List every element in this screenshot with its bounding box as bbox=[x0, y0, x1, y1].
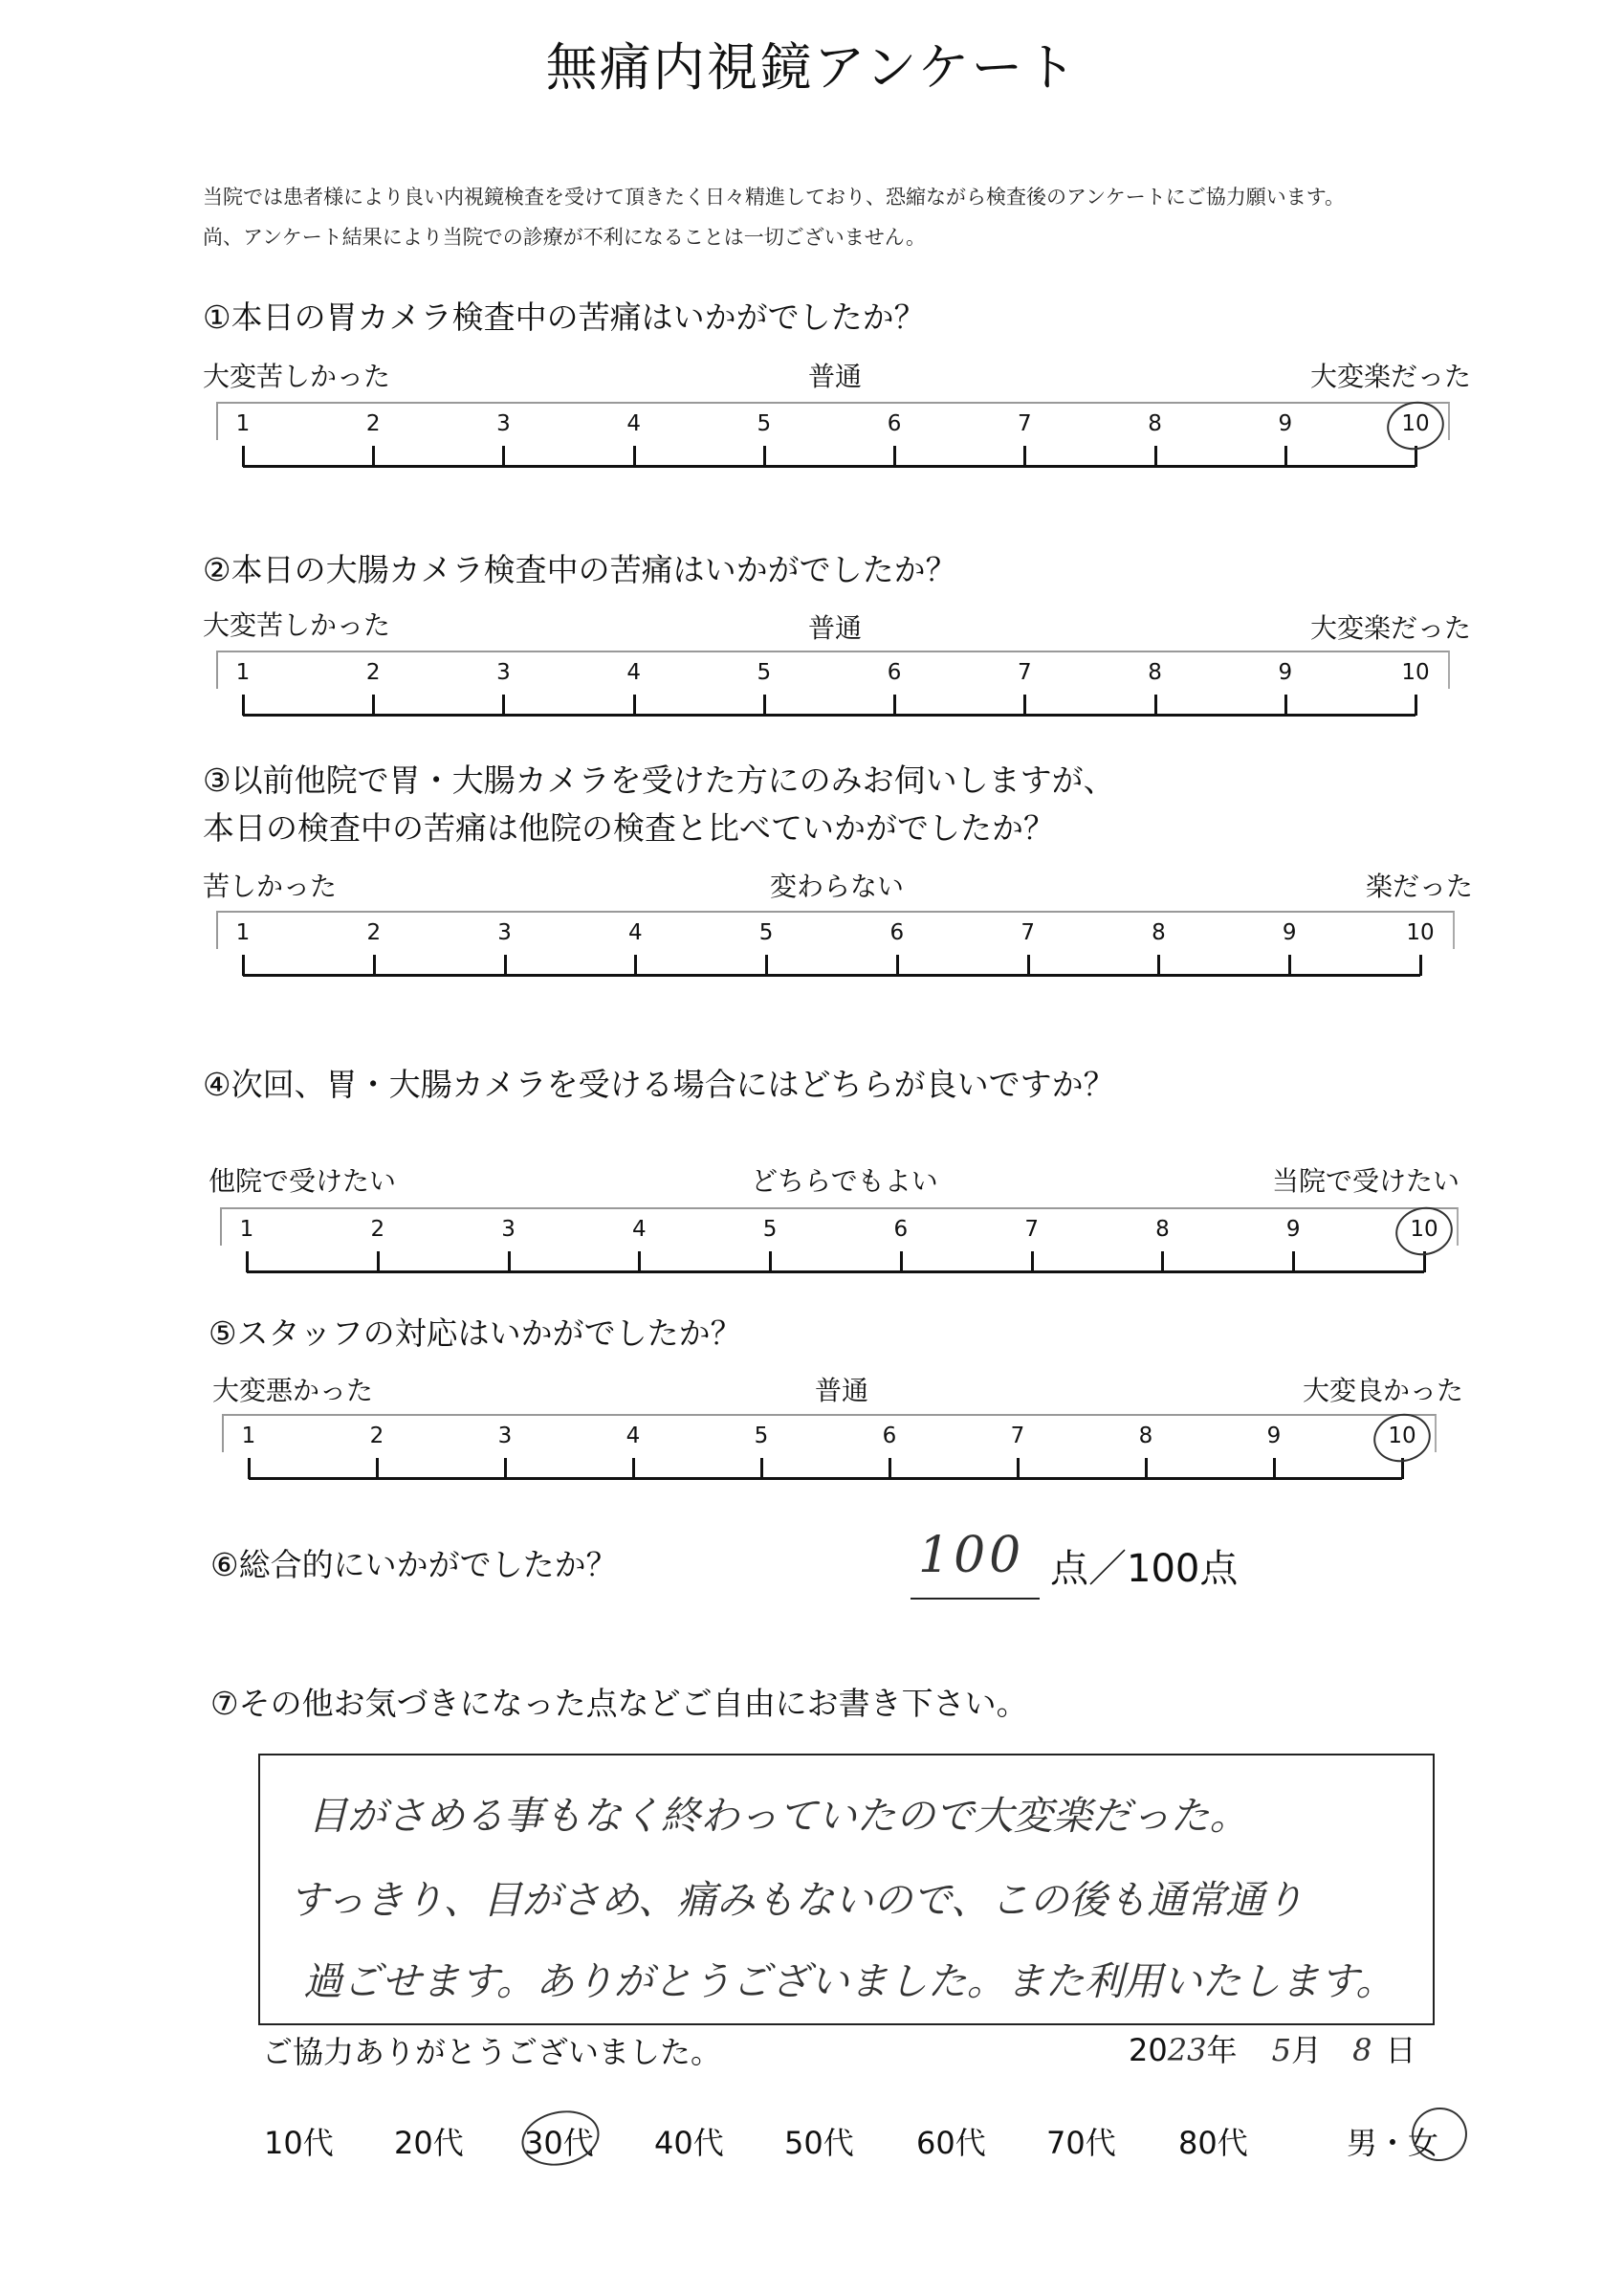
scale-frame bbox=[222, 1414, 1437, 1452]
scale-tick bbox=[765, 955, 768, 976]
scale-option-1[interactable]: 1 bbox=[239, 1217, 254, 1242]
scale-tick bbox=[1157, 955, 1160, 976]
q5-left-anchor: 大変悪かった bbox=[212, 1375, 374, 1406]
q6-suffix: 点／100点 bbox=[1050, 1547, 1239, 1591]
q6-answer: 100 bbox=[918, 1527, 1025, 1584]
scale-option-9[interactable]: 9 bbox=[1278, 660, 1293, 685]
scale-option-1[interactable]: 1 bbox=[235, 411, 251, 436]
scale-frame bbox=[216, 911, 1455, 949]
scale-tick bbox=[242, 695, 245, 716]
scale-tick bbox=[1161, 1251, 1164, 1272]
q5-title: ⑤スタッフの対応はいかがでしたか？ bbox=[208, 1314, 742, 1352]
q5-center-anchor: 普通 bbox=[815, 1375, 869, 1406]
scale-option-2[interactable]: 2 bbox=[366, 920, 382, 945]
age-option-10s[interactable]: 10代 bbox=[264, 2125, 334, 2161]
scale-tick bbox=[1273, 1458, 1276, 1479]
scale-tick bbox=[893, 695, 896, 716]
date-year-prefix: 20 bbox=[1129, 2032, 1168, 2068]
scale-tick bbox=[633, 446, 636, 467]
q4-left-anchor: 他院で受けたい bbox=[208, 1165, 397, 1197]
scale-option-4[interactable]: 4 bbox=[628, 920, 643, 945]
scale-option-2[interactable]: 2 bbox=[369, 1424, 384, 1448]
scale-tick bbox=[508, 1251, 511, 1272]
scale-tick bbox=[372, 446, 375, 467]
scale-option-3[interactable]: 3 bbox=[496, 411, 511, 436]
comment-line-2: すっきり、目がさめ、痛みもないので、この後も通常通り bbox=[289, 1877, 1305, 1923]
q4-center-anchor: どちらでもよい bbox=[751, 1165, 938, 1197]
scale-tick bbox=[638, 1251, 641, 1272]
age-option-80s[interactable]: 80代 bbox=[1178, 2125, 1248, 2161]
scale-option-7[interactable]: 7 bbox=[1018, 660, 1032, 685]
scale-tick bbox=[1284, 695, 1287, 716]
scale-option-1[interactable]: 1 bbox=[241, 1424, 256, 1448]
age-option-30s[interactable]: 30代 bbox=[524, 2125, 594, 2161]
q1-left-anchor: 大変苦しかった bbox=[203, 361, 391, 392]
date-day-label: 日 bbox=[1385, 2032, 1416, 2068]
scale-tick bbox=[763, 695, 766, 716]
scale-option-9[interactable]: 9 bbox=[1266, 1424, 1282, 1448]
scale-option-5[interactable]: 5 bbox=[757, 660, 772, 685]
scale-option-4[interactable]: 4 bbox=[632, 1217, 647, 1242]
date-day: 8 bbox=[1352, 2032, 1372, 2068]
scale-tick bbox=[896, 955, 899, 976]
q3-left-anchor: 苦しかった bbox=[203, 871, 338, 902]
gender-female[interactable]: 女 bbox=[1408, 2125, 1439, 2161]
q5-right-anchor: 大変良かった bbox=[1303, 1375, 1464, 1406]
date-year-hand: 23 bbox=[1167, 2032, 1207, 2068]
scale-tick bbox=[376, 1458, 379, 1479]
scale-option-6[interactable]: 6 bbox=[889, 920, 905, 945]
scale-option-2[interactable]: 2 bbox=[370, 1217, 385, 1242]
scale-tick bbox=[1154, 695, 1157, 716]
q2-right-anchor: 大変楽だった bbox=[1310, 612, 1472, 644]
q1-right-anchor: 大変楽だった bbox=[1310, 361, 1472, 392]
scale-option-8[interactable]: 8 bbox=[1148, 660, 1162, 685]
scale-tick bbox=[248, 1458, 251, 1479]
scale-option-5[interactable]: 5 bbox=[758, 920, 774, 945]
date bbox=[1129, 2026, 1416, 2070]
comment-line-1: 目がさめる事もなく終わっていたので大変楽だった。 bbox=[308, 1793, 1249, 1839]
scale-tick bbox=[760, 1458, 763, 1479]
q2-title: ②本日の大腸カメラ検査中の苦痛はいかがでしたか？ bbox=[203, 551, 957, 588]
scale-option-8[interactable]: 8 bbox=[1155, 1217, 1170, 1242]
scale-tick bbox=[632, 1458, 635, 1479]
scale-option-6[interactable]: 6 bbox=[893, 1217, 909, 1242]
gender-male[interactable]: 男 bbox=[1347, 2125, 1378, 2161]
scale-tick bbox=[634, 955, 637, 976]
scale-tick bbox=[372, 695, 375, 716]
q4-right-anchor: 当院で受けたい bbox=[1272, 1165, 1460, 1197]
scale-option-3[interactable]: 3 bbox=[501, 1217, 516, 1242]
q4-title: ④次回、胃・大腸カメラを受ける場合にはどちらが良いですか？ bbox=[203, 1066, 1115, 1103]
scale-tick bbox=[377, 1251, 380, 1272]
scale-tick bbox=[900, 1251, 903, 1272]
age-option-60s[interactable]: 60代 bbox=[916, 2125, 986, 2161]
scale-option-3[interactable]: 3 bbox=[497, 920, 512, 945]
scale-tick bbox=[1292, 1251, 1295, 1272]
scale-tick bbox=[242, 955, 245, 976]
scale-option-7[interactable]: 7 bbox=[1018, 411, 1032, 436]
scale-tick bbox=[893, 446, 896, 467]
scale-tick bbox=[1288, 955, 1291, 976]
scale-option-1[interactable]: 1 bbox=[235, 920, 251, 945]
scale-tick bbox=[1031, 1251, 1034, 1272]
scale-option-4[interactable]: 4 bbox=[626, 660, 641, 685]
date-month: 5 bbox=[1271, 2032, 1291, 2068]
q3-center-anchor: 変わらない bbox=[770, 871, 905, 902]
scale-tick bbox=[1023, 695, 1026, 716]
q1-center-anchor: 普通 bbox=[808, 361, 863, 392]
scale-tick bbox=[763, 446, 766, 467]
scale-option-6[interactable]: 6 bbox=[887, 411, 902, 436]
scale-option-6[interactable]: 6 bbox=[887, 660, 902, 685]
scale-tick bbox=[1154, 446, 1157, 467]
comment-box bbox=[258, 1754, 1435, 2025]
q3-title: ③以前他院で胃・大腸カメラを受けた方にのみお伺いしますが、 bbox=[203, 762, 1115, 799]
scale-option-5[interactable]: 5 bbox=[762, 1217, 778, 1242]
scale-tick bbox=[1027, 955, 1030, 976]
scale-option-9[interactable]: 9 bbox=[1285, 1217, 1301, 1242]
q7-title: ⑦その他お気づきになった点などご自由にお書き下さい。 bbox=[210, 1685, 1028, 1722]
scale-tick bbox=[1415, 695, 1417, 716]
intro-line-2: 尚、アンケート結果により当院での診療が不利になることは一切ございません。 bbox=[203, 226, 926, 249]
q2-left-anchor: 大変苦しかった bbox=[203, 609, 391, 641]
scale-option-10[interactable]: 10 bbox=[1388, 1424, 1416, 1448]
scale-option-2[interactable]: 2 bbox=[365, 411, 381, 436]
scale-option-5[interactable]: 5 bbox=[757, 411, 772, 436]
scale-baseline bbox=[247, 1270, 1424, 1273]
scale-option-10[interactable]: 10 bbox=[1410, 1217, 1438, 1242]
scale-frame bbox=[216, 651, 1450, 689]
scale-tick bbox=[1284, 446, 1287, 467]
scale-tick bbox=[633, 695, 636, 716]
scale-tick bbox=[502, 446, 505, 467]
scale-option-3[interactable]: 3 bbox=[496, 660, 511, 685]
gender-dot: ・ bbox=[1377, 2125, 1409, 2161]
scale-tick bbox=[246, 1251, 249, 1272]
scale-option-5[interactable]: 5 bbox=[754, 1424, 769, 1448]
scale-option-3[interactable]: 3 bbox=[497, 1424, 513, 1448]
scale-tick bbox=[502, 695, 505, 716]
scale-option-10[interactable]: 10 bbox=[1401, 660, 1430, 685]
scale-frame bbox=[220, 1207, 1459, 1246]
scale-baseline bbox=[243, 465, 1416, 468]
scale-option-1[interactable]: 1 bbox=[235, 660, 251, 685]
scale-option-10[interactable]: 10 bbox=[1406, 920, 1435, 945]
scale-tick bbox=[504, 1458, 507, 1479]
scale-option-6[interactable]: 6 bbox=[882, 1424, 897, 1448]
scale-baseline bbox=[243, 714, 1416, 717]
age-option-50s[interactable]: 50代 bbox=[784, 2125, 854, 2161]
scale-tick bbox=[1419, 955, 1422, 976]
scale-tick bbox=[769, 1251, 772, 1272]
scale-option-10[interactable]: 10 bbox=[1401, 411, 1430, 436]
age-option-40s[interactable]: 40代 bbox=[654, 2125, 724, 2161]
scale-tick bbox=[1145, 1458, 1148, 1479]
scale-option-8[interactable]: 8 bbox=[1148, 411, 1162, 436]
q6-title: ⑥総合的にいかがでしたか？ bbox=[210, 1546, 618, 1583]
scale-tick bbox=[889, 1458, 891, 1479]
scale-frame bbox=[216, 402, 1450, 440]
scale-option-9[interactable]: 9 bbox=[1282, 920, 1297, 945]
scale-tick bbox=[242, 446, 245, 467]
scale-option-7[interactable]: 7 bbox=[1020, 920, 1035, 945]
scale-tick bbox=[1023, 446, 1026, 467]
scale-option-2[interactable]: 2 bbox=[365, 660, 381, 685]
scale-option-7[interactable]: 7 bbox=[1024, 1217, 1039, 1242]
scale-tick bbox=[1017, 1458, 1020, 1479]
intro-line-1: 当院では患者様により良い内視鏡検査を受けて頂きたく日々精進しており、恐縮ながら検査後のアンケートにご協力願います。 bbox=[203, 186, 1346, 209]
thanks-text: ご協力ありがとうございました。 bbox=[262, 2034, 722, 2070]
q3-right-anchor: 楽だった bbox=[1366, 871, 1474, 902]
age-option-70s[interactable]: 70代 bbox=[1046, 2125, 1116, 2161]
survey-title: 無痛内視鏡アンケート bbox=[545, 37, 1079, 98]
scale-tick bbox=[504, 955, 507, 976]
scale-option-7[interactable]: 7 bbox=[1010, 1424, 1025, 1448]
scale-option-4[interactable]: 4 bbox=[626, 411, 641, 436]
comment-line-3: 過ごせます。ありがとうございました。また利用いたします。 bbox=[303, 1958, 1395, 2004]
scale-baseline bbox=[249, 1477, 1402, 1480]
q2-center-anchor: 普通 bbox=[808, 612, 863, 644]
scale-tick bbox=[373, 955, 376, 976]
q1-title: ①本日の胃カメラ検査中の苦痛はいかがでしたか？ bbox=[203, 298, 926, 336]
scale-option-9[interactable]: 9 bbox=[1278, 411, 1293, 436]
q3-title-2: 本日の検査中の苦痛は他院の検査と比べていかがでしたか？ bbox=[203, 809, 1055, 847]
scale-option-8[interactable]: 8 bbox=[1138, 1424, 1153, 1448]
scale-option-4[interactable]: 4 bbox=[625, 1424, 641, 1448]
date-year-label: 年 bbox=[1206, 2032, 1238, 2068]
date-month-label: 月 bbox=[1290, 2032, 1322, 2068]
scale-option-8[interactable]: 8 bbox=[1152, 920, 1166, 945]
age-option-20s[interactable]: 20代 bbox=[394, 2125, 464, 2161]
q6-answer-underline bbox=[911, 1598, 1040, 1600]
scale-baseline bbox=[243, 974, 1420, 977]
